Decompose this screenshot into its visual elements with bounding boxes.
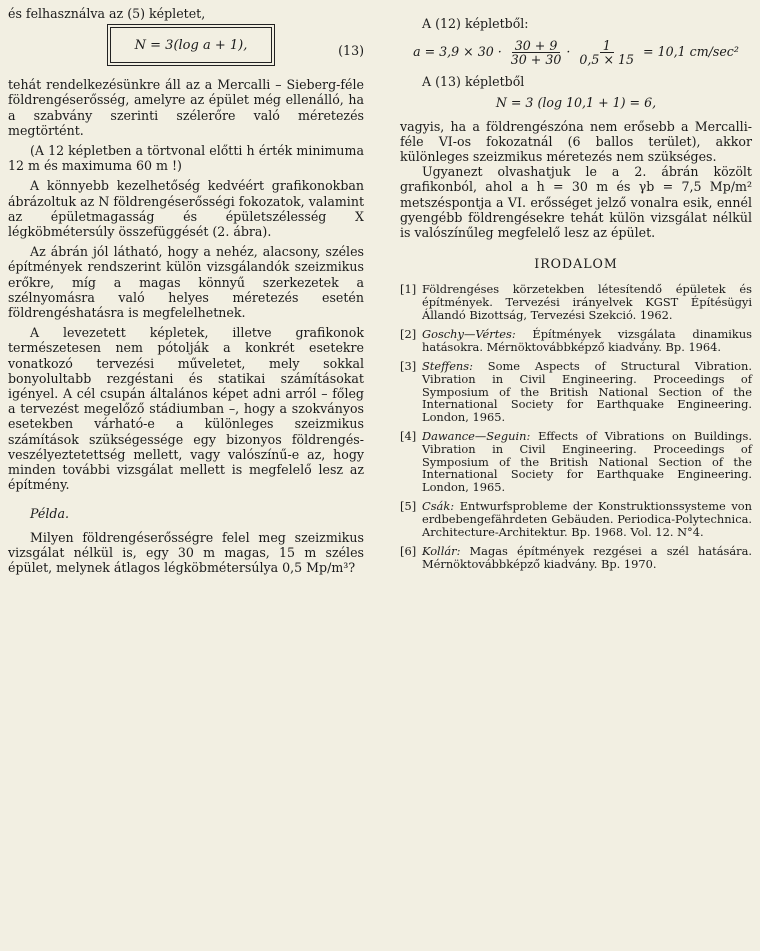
reference-author: Dawance—Seguin: bbox=[422, 429, 531, 444]
reference-item bbox=[400, 360, 752, 423]
references-list bbox=[400, 283, 752, 570]
reference-text: Földrengéses körzetekben létesítendő épületek és építmények. Tervezési irányelvek KGST Építésügyi Állandó Bizottság, Tervezési Szekció. 1962. bbox=[422, 282, 752, 322]
reference-text: Goschy—Vértes: Építmények vizsgálata dinamikus hatásokra. Mérnöktovábbképző kiadvány. Bp. 1964. bbox=[422, 327, 752, 354]
reference-number: [1] bbox=[400, 282, 417, 297]
references-heading: IRODALOM bbox=[534, 256, 618, 272]
formula-intro: A (12) képletből: bbox=[422, 16, 529, 31]
paragraph: tehát rendelkezésünkre áll az a Mercalli – Sieberg-féle földrengéserősség, amelyre az épület még ellenálló, ha a szabvány szerinti szélerőre való méretezés megtörtént. bbox=[8, 77, 364, 138]
equation-a-rhs: = 10,1 cm/sec² bbox=[643, 44, 739, 60]
reference-text: Steffens: Some Aspects of Structural Vibration. Vibration in Civil Engineering. Proceedings of Symposium of the British National Section of the International Society for Earthquake Engineering. London, 1965. bbox=[422, 359, 752, 424]
paragraph: vagyis, ha a földrengészóna nem erősebb a Mercalli-féle VI-os fokozatnál (6 ballos terület), akkor különleges szeizmikus méretezés nem szükséges. bbox=[400, 118, 752, 165]
reference-text: Csák: Entwurfsprobleme der Konstruktionssysteme von erdbebengefährdeten Gebäuden. Periodica-Polytechnica. Architecture-Architektur. Bp. 1968. Vol. 12. N°4. bbox=[422, 499, 752, 539]
reference-author: Kollár: bbox=[422, 544, 461, 559]
reference-text: Dawance—Seguin: Effects of Vibrations on Buildings. Vibration in Civil Engineering. Proceedings of Symposium of the British National Section of the International Society for Earthquake Engineering. London, 1965. bbox=[422, 429, 752, 494]
equation-n: N = 3 (log 10,1 + 1) = 6, bbox=[495, 95, 657, 111]
fraction-numerator: 30 + 9 bbox=[512, 39, 561, 53]
reference-number: [4] bbox=[400, 429, 417, 444]
equation-a-lhs: a = 3,9 × 30 · bbox=[413, 44, 502, 60]
example-question: Milyen földrengéserősségre felel meg szeizmikus vizsgálat nélkül is, egy 30 m magas, 15 m széles épület, melynek átlagos légköbmétersúlya 0,5 Mp/m³? bbox=[8, 529, 364, 576]
reference-number: [2] bbox=[400, 327, 417, 342]
equation-a: a = 3,9 × 30 · $\frac{30 + 9}{30 + 30}$ · $\frac{1}{0,5 \times 15}$ = 10,1 cm/sec² bbox=[413, 38, 739, 68]
reference-item bbox=[400, 545, 752, 570]
reference-item bbox=[400, 283, 752, 321]
reference-text: Kollár: Magas építmények rezgései a szél hatására. Mérnöktovábbképző kiadvány. Bp. 1970. bbox=[422, 544, 752, 571]
reference-item bbox=[400, 430, 752, 493]
paragraph: (A 12 képletben a törtvonal előtti h érték minimuma 12 m és maximuma 60 m !) bbox=[8, 143, 364, 174]
equation-number: (13) bbox=[338, 43, 364, 59]
reference-number: [6] bbox=[400, 544, 417, 559]
reference-number: [3] bbox=[400, 359, 417, 374]
paragraph: Az ábrán jól látható, hogy a nehéz, alacsony, széles építmények rendszerint külön vizsgálandók szeizmikus erőkre, míg a magas könnyű szerkezetek a szélnyomásra való helyes méretezés esetén földrengéshatásra is megfelelhetnek. bbox=[8, 244, 364, 321]
intro-text: és felhasználva az (5) képletet, bbox=[8, 6, 206, 21]
reference-author: Goschy—Vértes: bbox=[422, 327, 516, 342]
fraction-denominator: 30 + 30 bbox=[510, 52, 562, 68]
paragraph: A könnyebb kezelhetőség kedvéért grafikonokban ábrázoltuk az N földrengéserősségi fokozatok, valamint az épületmagasság és épületszélesség X légköbmétersúly összefüggését (2. ábra). bbox=[8, 178, 364, 240]
fraction-numerator: 1 bbox=[600, 39, 614, 53]
paragraph: A levezetett képletek, illetve grafikonok természetesen nem pótolják a konkrét esetekre vonatkozó tervezési műveletet, mely sokkal bonyolultabb rezgéstani és statikai számításokat igényel. A cél csupán általános képet adni arról – főleg a tervezést megelőző stádiumban –, hogy a szokványos esetekben várható-e a különleges szeizmikus számítások szükségessége egy bizonyos földrengés-veszélyeztetettség mellett, vagy valószínű-e az, hogy minden további vizsgálat mellett is megfelelő lesz az építmény. bbox=[8, 325, 364, 493]
fraction-denominator: 0,5 × 15 bbox=[579, 52, 635, 68]
equation-13-row bbox=[8, 27, 364, 75]
reference-author: Csák: bbox=[422, 499, 455, 514]
right-column bbox=[400, 0, 752, 577]
fraction-2 bbox=[576, 39, 637, 66]
formula-intro: A (13) képletből bbox=[422, 74, 525, 90]
equation-13-box: N = 3(log a + 1), bbox=[110, 27, 272, 63]
fraction-1 bbox=[508, 39, 565, 66]
left-column bbox=[8, 0, 364, 575]
reference-item bbox=[400, 500, 752, 538]
reference-number: [5] bbox=[400, 499, 417, 514]
example-heading: Példa. bbox=[30, 506, 69, 522]
reference-item bbox=[400, 328, 752, 353]
paragraph: Ugyanezt olvashatjuk le a 2. ábrán közölt grafikonból, ahol a h = 30 m és γb = 7,5 Mp/m² metszéspontja a VI. erősséget jelző vonalra esik, ennél gyengébb földrengésekre tehát külön vizsgálat nélkül is valószínűleg megfelelő lesz az épület. bbox=[400, 164, 752, 241]
reference-author: Steffens: bbox=[422, 359, 473, 374]
